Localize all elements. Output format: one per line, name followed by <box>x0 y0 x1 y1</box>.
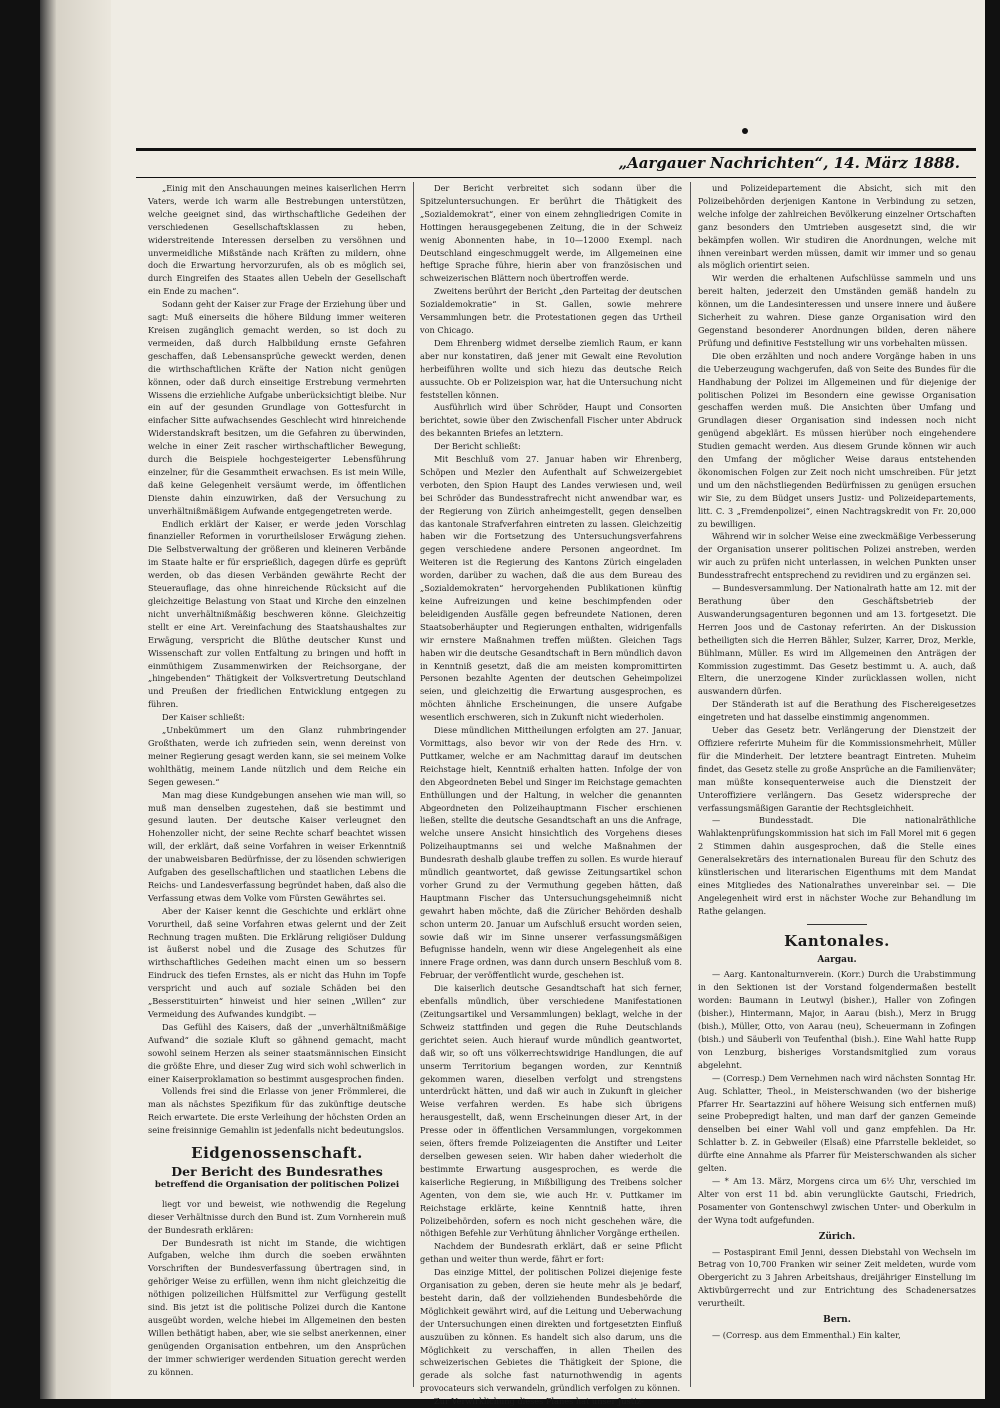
paragraph: Vollends frei sind die Erlasse von jener Frömmlerei, die man als nächstes Spezifikum für das zukünftige deutsche Reich erwartete. Die erste Verleihung der höchsten Orden an seine freisinnige Gemahlin ist jedenfalls nicht bedeutungslos. <box>148 1086 406 1136</box>
column-rule-1 <box>413 182 414 1387</box>
newspaper-header <box>136 148 976 178</box>
paragraph: Während wir in solcher Weise eine zweckmäßige Verbesserung der Organisation unserer politischen Polizei anstreben, werden wir auch zu prüfen nicht unterlassen, in welchen Punkten unser Bundesstrafrecht entsprechend zu revidiren und zu ergänzen sei. <box>698 531 976 581</box>
paragraph: Sodann geht der Kaiser zur Frage der Erziehung über und sagt: Muß einerseits die höhere Bildung immer weiteren Kreisen zugänglich gemacht werden, so ist doch zu vermeiden, daß durch Halbbildung ernste Gefahren geschaffen, daß Lebensansprüche geweckt werden, denen die wirthschaftlichen Kräfte der Nation nicht genügen können, oder daß durch einseitige Erstrebung vermehrten Wissens die erziehliche Aufgabe unberücksichtigt bleibe. Nur ein auf der gesunden Grundlage von Gottesfurcht in einfacher Sitte aufwachsendes Geschlecht wird hinreichende Widerstandskraft besitzen, um die Gefahren zu überwinden, welche in einer Zeit rascher wirthschaftlicher Bewegung, durch die Beispiele hochgesteigerter Lebensführung einzelner, für die Gesammtheit erwachsen. Es ist mein Wille, daß keine Gelegenheit versäumt werde, im öffentlichen Dienste dahin einzuwirken, daß der Versuchung zu unverhältnißmäßigem Aufwande entgegengetreten werde. <box>148 299 406 516</box>
paragraph: Aber der Kaiser kennt die Geschichte und erklärt ohne Vorurtheil, daß seine Vorfahren etwas gelernt und der Zeit Rechnung tragen mußten. Die Erklärung religiöser Duldung ist äußerst nobel und die Zusage des Schutzes für wirthschaftliches Gedeihen macht einen um so bessern Eindruck des tiefen Ernstes, als er nicht das Huhn im Topfe verspricht und auch auf soziale Schäden bei den „Besserstituirten“ hinweist und hier seinen „Willen“ zur Vermeidung des Aufwandes kundgibt. — <box>148 905 406 1019</box>
paragraph: und Polizeidepartement die Absicht, sich mit den Polizeibehörden derjenigen Kantone in Verbindung zu setzen, welche infolge der zahlreichen Bevölkerung einzelner Ortschaften ganz besonders den Umtrieben ausgesetzt sind, die wir bekämpfen wollen. Wir studiren die Anordnungen, welche mit ihnen vereinbart werden müssen, damit wir immer und so genau als möglich orientirt seien. <box>698 183 976 271</box>
paragraph: „Unbekümmert um den Glanz ruhmbringender Großthaten, werde ich zufrieden sein, wenn dereinst von meiner Regierung gesagt werden kann, sie sei meinem Volke wohlthätig, meinem Lande nützlich und dem Reiche ein Segen gewesen.“ <box>148 725 406 787</box>
paragraph: „Einig mit den Anschauungen meines kaiserlichen Herrn Vaters, werde ich warm alle Bestrebungen unterstützen, welche geeignet sind, das wirthschaftliche Gedeihen der verschiedenen Gesellschaftsklassen zu heben, widerstreitende Interessen derselben zu versöhnen und unvermeidliche Mißstände nach Kräften zu mildern, ohne doch die Erwartung hervorzurufen, als ob es möglich sei, durch Eingreifen des Staates allen Uebeln der Gesellschaft ein Ende zu machen“. <box>148 183 406 297</box>
section-heading-kantonales: Kantonales. <box>784 931 890 950</box>
page-edge-shadow <box>40 0 56 1399</box>
paragraph: — * Am 13. März, Morgens circa um 6½ Uhr, verschied im Alter von erst 11 bd. abin verunglückte Gautschi, Friedrich, Posamenter von Gontenschwyl zwischen Unter- und Oberkulm in der Wyna todt aufgefunden. <box>698 1175 976 1225</box>
paragraph: Der Bericht schließt: <box>434 441 521 452</box>
paragraph: Das einzige Mittel, der politischen Polizei diejenige feste Organisation zu geben, deren sie heute mehr als je bedarf, besteht darin, daß der vollziehenden Bundesbehörde die Möglichkeit gewährt wird, auf die Leitung und Ueberwachung der Untersuchungen einen direkten und fortgesetzten Einfluß auszuüben zu können. Es handelt sich also darum, uns die Möglichkeit zu verschaffen, in allen Theilen des schweizerischen Gebietes die Thätigkeit der Spione, die gerade als solche fast naturnothwendig in agents provocateurs sich verwandeln, gründlich verfolgen zu können. <box>420 1267 682 1394</box>
paragraph: Nachdem der Bundesrath erklärt, daß er seine Pflicht gethan und weiter thun werde, fährt er fort: <box>420 1241 682 1265</box>
paragraph: Der Bundesrath ist nicht im Stande, die wichtigen Aufgaben, welche ihm durch die soeben erwähnten Vorschriften der Bundesverfassung übertragen sind, in gehöriger Weise zu erfüllen, wenn ihm nicht gleichzeitig die nöthigen polizeilichen Hülfsmittel zur Verfügung gestellt sind. Bis jetzt ist die politische Polizei durch die Kantone ausgeübt worden, welche hiebei im Allgemeinen den besten Willen bethätigt haben, aber, wie sie selbst anerkennen, einer genügenden Organisation entbehren, um den Ansprüchen der immer schwieriger werdenden Situation gerecht werden zu können. <box>148 1237 406 1377</box>
section-divider <box>807 924 867 925</box>
article-heading: Der Bericht des Bundesrathes <box>171 1163 383 1179</box>
section-heading-eidgenossenschaft: Eidgenossenschaft. <box>191 1144 363 1163</box>
paragraph: Ausführlich wird über Schröder, Haupt und Consorten berichtet, sowie über den Zwischenfall Fischer unter Abdruck des bekannten Briefes an letztern. <box>420 402 682 439</box>
paragraph: Der Ständerath ist auf die Berathung des Fischereigesetzes eingetreten und hat dasselbe einstimmig angenommen. <box>698 699 976 723</box>
column-3 <box>698 182 976 1392</box>
paragraph: Zur Verwirklichung dieses Planes hat unser Justiz- <box>434 1396 644 1407</box>
paragraph: Diese mündlichen Mittheilungen erfolgten am 27. Januar, Vormittags, also bevor wir von der Rede des Hrn. v. Puttkamer, welche er am Nachmittag darauf im deutschen Reichstage hielt, Kenntniß erhalten hatten. Infolge der von den Abgeordneten Bebel und Singer im Reichstage gemachten Enthüllungen und der Haltung, in welcher die genannten Abgeordneten den Polizeihauptmann Fischer erschienen ließen, stellte die deutsche Gesandtschaft an uns die Anfrage, welche unsere Ansicht hinsichtlich des Vorgehens dieses Polizeihauptmanns sei und welche Maßnahmen der Bundesrath deshalb glaube treffen zu sollen. Es wurde hierauf mündlich geantwortet, daß gewisse Zeitungsartikel schon vorher Grund zu der Vermuthung gegeben hätten, daß Hauptmann Fischer das Untersuchungsgeheimniß nicht gewahrt haben möchte, daß die Züricher Behörden deshalb schon unterm 20. Januar um Aufschluß ersucht worden seien, sowie daß wir im Sinne unserer verfassungsmäßigen Befugnisse handeln, wenn wir diese Angelegenheit als eine innere Frage ordnen, was dann durch unsern Beschluß vom 8. Februar, der veröffentlicht wurde, geschehen ist. <box>420 725 682 981</box>
paragraph: Endlich erklärt der Kaiser, er werde jeden Vorschlag finanzieller Reformen in vorurtheilsloser Erwägung ziehen. Die Selbstverwaltung der größeren und kleineren Verbände im Staate halte er für ersprießlich, dagegen dürfe es geprüft werden, ob das diesen Verbänden gewährte Recht der Steuerauflage, das ohne hinreichende Rücksicht auf die gleichzeitige Belastung von Staat und Kirche den einzelnen nicht unverhältnißmäßig beschweren könne. Gleichzeitig stellt er eine Art. Vereinfachung des Staatshaushaltes zur Erwägung, verspricht die Blüthe deutscher Kunst und Wissenschaft zur vollen Entfaltung zu bringen und hofft in einmüthigem Zusammenwirken der Reichsorgane, der „hingebenden“ Thätigkeit der Volksvertretung Deutschland und Preußen der friedlichen Entwicklung entgegen zu führen. <box>148 518 406 710</box>
paragraph: liegt vor und beweist, wie nothwendig die Regelung dieser Verhältnisse durch den Bund ist. Zum Vornherein muß der Bundesrath erklären: <box>148 1198 406 1235</box>
ink-dot <box>742 128 748 134</box>
header-title: „Aargauer Nachrichten“, 14. März 1888. <box>618 154 960 172</box>
newspaper-page <box>40 0 985 1407</box>
column-rule-2 <box>690 182 691 1387</box>
paragraph: — Bundesversammlung. Der Nationalrath hatte am 12. mit der Berathung über den Geschäftsbetrieb der Auswanderungsagenturen begonnen und am 13. fortgesetzt. Die Herren Joos und de Castonay referirten. An der Diskussion betheiligten sich die Herren Bähler, Sulzer, Karrer, Droz, Merkle, Bühlmann, Müller. Es wird im Allgemeinen den Anträgen der Kommission zugestimmt. Das Gesetz bestimmt u. A. auch, daß Eltern, die unerzogene Kinder zurücklassen wollen, nicht auswandern dürfen. <box>698 583 976 697</box>
paragraph: — (Corresp.) Dem Vernehmen nach wird nächsten Sonntag Hr. Aug. Schlatter, Theol., in Meisterschwanden (wo der bisherige Pfarrer Hr. Seartazzini auf höhere Weisung sich entfernen muß) seine Probepredigt halten, und man darf der ganzen Gemeinde denselben bei einer Wahl voll und ganz empfehlen. Da Hr. Schlatter b. Z. in Gebweiler (Elsaß) eine Pfarrstelle bekleidet, so dürfte eine Annahme als Pfarrer für Meisterschwanden als sicher gelten. <box>698 1072 976 1174</box>
paragraph: — Postaspirant Emil Jenni, dessen Diebstahl von Wechseln im Betrag von 10,700 Franken wir seiner Zeit meldeten, wurde vom Obergericht zu 3 Jahren Arbeitshaus, dreijähriger Einstellung im Aktivbürgerrecht und zur Entrichtung des Schadenersatzes verurtheilt. <box>698 1246 976 1309</box>
paragraph: Das Gefühl des Kaisers, daß der „unverhältnißmäßige Aufwand“ die soziale Kluft so gähnend gemacht, macht sowohl seinem Herzen als seiner staatsmännischen Einsicht die größte Ehre, und dieser Zug wird sich wohl schwerlich in einer Kaiserproklamation so bestimmt ausgesprochen finden. <box>148 1021 406 1084</box>
paragraph: Die oben erzählten und noch andere Vorgänge haben in uns die Ueberzeugung wachgerufen, daß von Seite des Bundes für die Handhabung der Polizei im Allgemeinen und für diejenige der politischen Polizei im Besondern eine gewisse Organisation geschaffen werden muß. Die Ansichten über Umfang und Grundlagen dieser Organisation sind indessen noch nicht genügend abgeklärt. Es müssen hierüber noch eingehendere Studien gemacht werden. Aus diesem Grunde können wir auch den Umfang der möglicher Weise daraus entstehenden ökonomischen Folgen zur Zeit noch nicht umschreiben. Für jetzt und um den nächstliegenden Bedürfnissen zu genügen ersuchen wir Sie, zu dem Büdget unsers Justiz- und Polizeidepartements, litt. C. 3 „Fremdenpolizei“, einen Nachtragskredit von Fr. 20,000 zu bewilligen. <box>698 350 976 529</box>
location-heading-zuerich: Zürich. <box>818 1231 856 1242</box>
location-heading-bern: Bern. <box>823 1315 851 1326</box>
paragraph: — (Corresp. aus dem Emmenthal.) Ein kalter, <box>712 1329 901 1340</box>
article-subheading: betreffend die Organisation der politischen Polizei <box>154 1179 400 1190</box>
col1-body <box>148 182 406 1137</box>
paragraph: Dem Ehrenberg widmet derselbe ziemlich Raum, er kann aber nur konstatiren, daß jener mit Gewalt eine Revolution herbeiführen wollte und sich hiezu das deutsche Reich aussuchte. Ob er Polizeispion war, hat die Untersuchung nicht feststellen können. <box>420 337 682 400</box>
paragraph: Ueber das Gesetz betr. Verlängerung der Dienstzeit der Offiziere referirte Muheim für die Kommissionsmehrheit, Müller für die Minderheit. Der letztere beantragt Eintreten. Muheim findet, das Gesetz stelle zu große Ansprüche an die Familienväter; man müßte konsequenterweise auch die Dienstzeit der Unteroffiziere verlängern. Das Gesetz widerspreche der verfassungsmäßigen Garantie der Rechtsgleichheit. <box>698 725 976 813</box>
paragraph: — Aarg. Kantonalturnverein. (Korr.) Durch die Urabstimmung in den Sektionen ist der Vorstand folgendermaßen bestellt worden: Baumann in Leutwyl (bisher.), Haller von Zofingen (bisher.), Hintermann, Major, in Aarau (bish.), Merz in Brugg (bish.), Müller, Otto, von Aarau (neu), Scheuermann in Zofingen (bish.) und Säuberli von Teufenthal (bish.). Eine Wahl hatte Rupp von Lenzburg, bisheriges Vorstandsmitglied zum voraus abgelehnt. <box>698 969 976 1070</box>
paragraph: Die kaiserlich deutsche Gesandtschaft hat sich ferner, ebenfalls mündlich, über verschiedene Manifestationen (Zeitungsartikel und Versammlungen) beklagt, welche in der Schweiz stattfinden und gegen die Ruhe Deutschlands gerichtet seien. Auch hierauf wurde mündlich geantwortet, daß wir, so oft uns völkerrechtswidrige Handlungen, die auf unserm Territorium begangen worden, zur Kenntniß gekommen waren, dieselben verfolgt und strengstens unterdrückt hätten, und daß wir auch in Zukunft in gleicher Weise verfahren werden. Es habe sich übrigens herausgestellt, daß, wenn Erscheinungen dieser Art, in der Presse oder in öffentlichen Versammlungen, vorgekommen seien, öfters fremde Polizeiagenten die Anstifter und Leiter derselben gewesen seien. Wir haben daher wiederholt die bestimmte Erwartung ausgesprochen, es werde die kaiserliche Regierung, in Mißbilligung des Treibens solcher Agenten, von dem sie, wie auch Hr. v. Puttkamer im Reichstage erklärte, keine Kenntniß hatte, ihren Polizeibehörden, sofern es noch nicht geschehen wäre, die nöthigen Befehle zur Verhütung ähnlicher Vorgänge ertheilen. <box>420 983 682 1239</box>
paragraph: Wir werden die erhaltenen Aufschlüsse sammeln und uns bereit halten, jederzeit den Umständen gemäß handeln zu können, um die Landesinteressen und unsere innere und äußere Sicherheit zu wahren. Diese ganze Organisation wird den Gegenstand besonderer Anordnungen bilden, deren nähere Prüfung und definitive Feststellung wir uns vorbehalten müssen. <box>698 273 976 348</box>
paragraph: Der Kaiser schließt: <box>162 712 245 723</box>
column-1 <box>148 182 406 1392</box>
paragraph: Man mag diese Kundgebungen ansehen wie man will, so muß man denselben zugestehen, daß sie bestimmt und gesund lauten. Der deutsche Kaiser verleugnet den Hohenzoller nicht, der seine Rechte scharf beachtet wissen will, der erklärt, daß seine Vorfahren in weiser Erkenntniß der unabweisbaren Bedürfnisse, der zu lösenden schwierigen Aufgaben des gesellschaftlichen und staatlichen Lebens die Reichs- und Landesverfassung begründet haben, daß also die Verfassung etwas dem Volke vom Fürsten Gewährtes sei. <box>148 789 406 903</box>
column-2 <box>420 182 682 1407</box>
paragraph: — Bundesstadt. Die nationalräthliche Wahlaktenprüfungskommission hat sich im Fall Morel mit 6 gegen 2 Stimmen dahin ausgesprochen, daß die Stelle eines Generalsekretärs des internationalen Bureau für den Schutz des künstlerischen und literarischen Eigenthums mit dem Mandat eines Mitgliedes des Nationalrathes unvereinbar sei. — Die Angelegenheit wird erst in nächster Woche zur Behandlung im Rathe gelangen. <box>698 815 976 916</box>
paragraph: Der Bericht verbreitet sich sodann über die Spitzeluntersuchungen. Er berührt die Thätigkeit des „Sozialdemokrat“, einer von einem zehngliedrigen Comite in Hottingen herausgegebenen Zeitung, die in der Schweiz wenig Abonnenten habe, in 10—12000 Exempl. nach Deutschland eingeschmuggelt werde, im Allgemeinen eine heftige Sprache führe, hierin aber von französischen und schweizerischen Blättern noch übertroffen werde. <box>420 183 682 284</box>
paragraph: Zweitens berührt der Bericht „den Parteitag der deutschen Sozialdemokratie“ in St. Gallen, sowie mehrere Versammlungen betr. die Protestationen gegen das Urtheil von Chicago. <box>420 286 682 335</box>
page-binding <box>56 0 111 1399</box>
location-heading-aargau: Aargau. <box>817 954 857 965</box>
paragraph: Mit Beschluß vom 27. Januar haben wir Ehrenberg, Schöpen und Mezler den Aufenthalt auf Schweizergebiet verboten, den Spion Haupt des Landes verwiesen und, weil bei Schröder das Bundesstrafrecht nicht anwendbar war, es der Regierung von Zürich anheimgestellt, gegen denselben das kantonale Strafverfahren eintreten zu lassen. Gleichzeitig haben wir die Fortsetzung des Untersuchungsverfahrens gegen verschiedene andere Personen angeordnet. Im Weiteren ist die Regierung des Kantons Zürich eingeladen worden, darüber zu wachen, daß die aus dem Bureau des „Sozialdemokraten“ hervorgehenden Publikationen künftig keine Aufreizungen und keine beschimpfenden oder beleidigenden Ausfälle gegen befreundete Nationen, deren Staatsoberhäupter und Regierungen enthalten, widrigenfalls wir ernstere Maßnahmen treffen müßten. Gleichen Tags haben wir die deutsche Gesandtschaft in Bern mündlich davon in Kenntniß gesetzt, daß die am meisten kompromittirten Personen bezahlte Agenten der deutschen Geheimpolizei seien, und gleichzeitig die Erwartung ausgesprochen, es möchten ähnliche Erscheinungen, die unsere Aufgabe wesentlich erschweren, sich in Zukunft nicht wiederholen. <box>420 454 682 723</box>
